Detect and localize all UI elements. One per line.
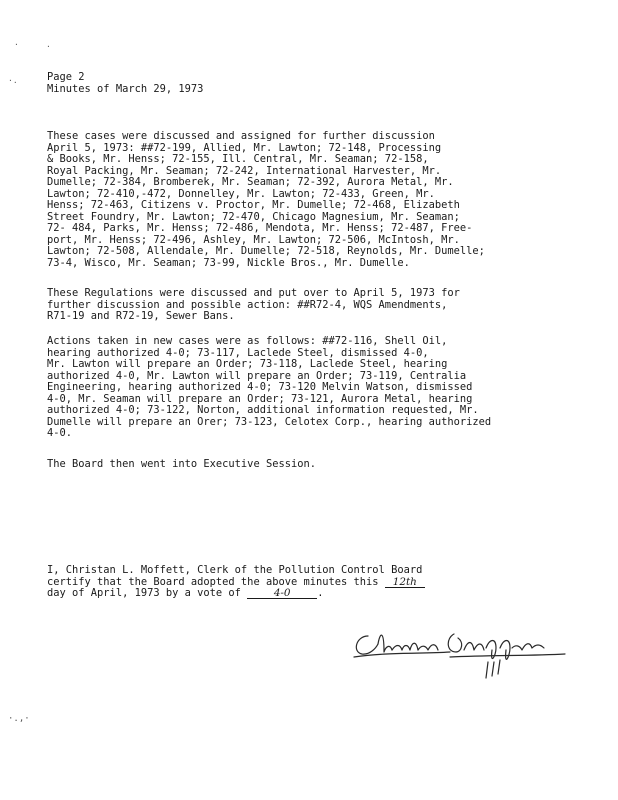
day-blank: 12th <box>385 577 425 588</box>
certification-block <box>47 565 607 600</box>
text-line: port, Mr. Henss; 72-496, Ashley, Mr. Lawton; 72-506, McIntosh, Mr. <box>47 233 460 246</box>
text-line: These Regulations were discussed and put over to April 5, 1973 for <box>47 287 460 299</box>
actions-paragraph <box>47 336 607 440</box>
scan-mark: ·.,· <box>8 714 30 724</box>
minutes-date: Minutes of March 29, 1973 <box>47 82 204 95</box>
executive-session-paragraph <box>47 459 607 471</box>
scan-speck: · <box>14 40 19 49</box>
text-line: Royal Packing, Mr. Seaman; 72-242, International Harvester, Mr. <box>47 164 442 177</box>
text-line: R71-19 and R72-19, Sewer Bans. <box>47 310 235 322</box>
text-line: hearing authorized 4-0; 73-117, Laclede Steel, dismissed 4-0, <box>47 346 429 359</box>
text-line: 72- 484, Parks, Mr. Henss; 72-486, Mendota, Mr. Henss; 72-487, Free- <box>47 222 473 234</box>
vote-blank: 4-0 <box>247 588 317 599</box>
scan-speck: ·. <box>8 76 18 85</box>
text-line: Lawton; 72-508, Allendale, Mr. Dumelle; 72-518, Reynolds, Mr. Dumelle; <box>47 245 485 257</box>
text-line: Henss; 72-463, Citizens v. Proctor, Mr. Dumelle; 72-468, Elizabeth <box>47 199 460 211</box>
scan-speck: · <box>46 42 51 51</box>
text-line: Engineering, hearing authorized 4-0; 73-120 Melvin Watson, dismissed <box>47 381 473 393</box>
page-number: Page 2 <box>47 71 85 83</box>
regulations-paragraph <box>47 288 607 323</box>
clerk-signature <box>350 622 575 682</box>
text-line: These cases were discussed and assigned for further discussion <box>47 130 435 142</box>
certification-text: day of April, 1973 by a vote of <box>47 587 248 599</box>
text-line: Lawton; 72-410,-472, Donnelley, Mr. Lawton; 72-433, Green, Mr. <box>47 187 435 200</box>
text-line: Actions taken in new cases were as follows: ##72-116, Shell Oil, <box>47 335 448 347</box>
certification-text: . <box>317 587 324 599</box>
text-line: authorized 4-0; 73-122, Norton, additional information requested, Mr. <box>47 404 479 416</box>
text-line: 73-4, Wisco, Mr. Seaman; 73-99, Nickle Bros., Mr. Dumelle. <box>47 256 410 269</box>
text-line: & Books, Mr. Henss; 72-155, Ill. Central, Mr. Seaman; 72-158, <box>47 153 429 165</box>
text-line: Dumelle; 72-384, Bromberek, Mr. Seaman; 72-392, Aurora Metal, Mr. <box>47 176 454 188</box>
text-line: authorized 4-0, Mr. Lawton will prepare an Order; 73-119, Centralia <box>47 369 467 382</box>
text-line: Street Foundry, Mr. Lawton; 72-470, Chicago Magnesium, Mr. Seaman; <box>47 210 460 223</box>
text-line: 4-0. <box>47 427 73 439</box>
text-line: April 5, 1973: ##72-199, Allied, Mr. Lawton; 72-148, Processing <box>47 141 442 154</box>
text-line: 4-0, Mr. Seaman will prepare an Order; 73-121, Aurora Metal, hearing <box>47 392 473 405</box>
certification-line: I, Christan L. Moffett, Clerk of the Pollution Control Board <box>47 564 423 576</box>
certification-line <box>47 588 607 600</box>
text-line: Mr. Lawton will prepare an Order; 73-118, Laclede Steel, hearing <box>47 358 448 370</box>
page-header <box>47 72 203 95</box>
text-line: The Board then went into Executive Session. <box>47 458 316 470</box>
text-line: Dumelle will prepare an Orer; 73-123, Celotex Corp., hearing authorized <box>47 415 492 428</box>
certification-text: certify that the Board adopted the above minutes this <box>47 575 385 588</box>
text-line: further discussion and possible action: ##R72-4, WQS Amendments, <box>47 298 448 311</box>
cases-discussed-paragraph <box>47 131 607 269</box>
